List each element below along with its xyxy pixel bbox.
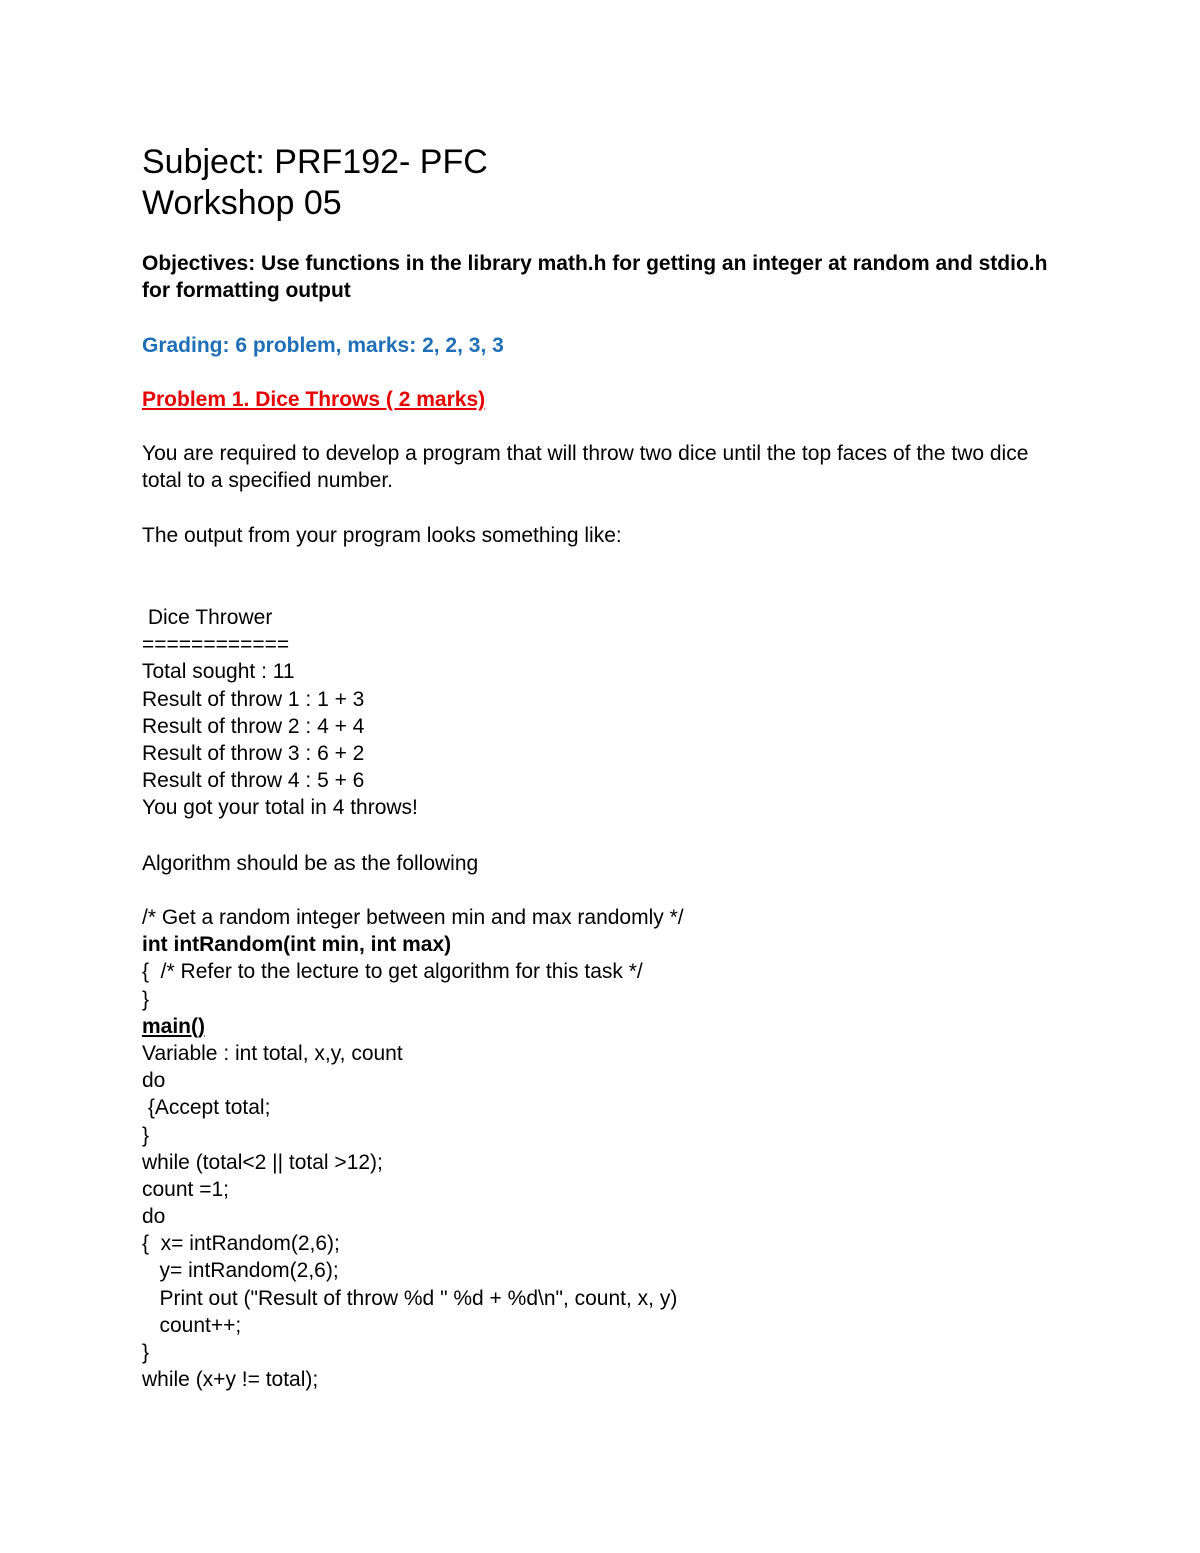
- algorithm-pseudocode: [142, 904, 684, 1393]
- sample-output: [142, 604, 418, 822]
- algorithm-line: }: [142, 1123, 150, 1147]
- sample-output-line: Result of throw 1 : 1 + 3: [142, 687, 365, 711]
- objectives-text: Objectives: Use functions in the library math.h for getting an integer at random and stdio.h for formatting output: [142, 252, 1048, 303]
- algorithm-line: { /* Refer to the lecture to get algorithm for this task */: [142, 960, 643, 984]
- algorithm-line: /* Get a random integer between min and max randomly */: [142, 906, 684, 929]
- workshop-title: Workshop 05: [142, 184, 342, 222]
- sample-output-line: Total sought : 11: [142, 660, 295, 684]
- algorithm-line: Variable : int total, x,y, count: [142, 1041, 403, 1065]
- sample-output-line: Dice Thrower: [142, 606, 273, 629]
- algorithm-line: do: [142, 1069, 166, 1093]
- algorithm-line: main(): [142, 1014, 205, 1038]
- algorithm-line: y= intRandom(2,6);: [142, 1259, 339, 1283]
- algorithm-line: while (total<2 || total >12);: [142, 1150, 383, 1174]
- algorithm-line: }: [142, 987, 150, 1011]
- algorithm-line: count++;: [142, 1313, 242, 1337]
- algorithm-line: int intRandom(int min, int max): [142, 933, 452, 957]
- algorithm-line: do: [142, 1205, 166, 1229]
- problem-1-heading: Problem 1. Dice Throws ( 2 marks): [142, 388, 486, 411]
- sample-output-line: You got your total in 4 throws!: [142, 796, 418, 820]
- algorithm-line: {Accept total;: [142, 1096, 271, 1120]
- sample-output-line: Result of throw 2 : 4 + 4: [142, 714, 365, 738]
- algorithm-line: Print out ("Result of throw %d " %d + %d\n", count, x, y): [142, 1286, 678, 1310]
- grading-text: Grading: 6 problem, marks: 2, 2, 3, 3: [142, 334, 504, 357]
- algorithm-line: while (x+y != total);: [142, 1368, 319, 1392]
- subject-title: Subject: PRF192- PFC: [142, 143, 488, 181]
- algorithm-line: count =1;: [142, 1177, 229, 1201]
- algorithm-line: }: [142, 1341, 150, 1364]
- output-intro-text: The output from your program looks something like:: [142, 524, 622, 547]
- algorithm-intro-text: Algorithm should be as the following: [142, 852, 479, 875]
- problem-description: You are required to develop a program that will throw two dice until the top faces of the two dice total to a specified number.: [142, 442, 1029, 493]
- sample-output-line: ============: [142, 633, 290, 657]
- sample-output-line: Result of throw 4 : 5 + 6: [142, 769, 365, 793]
- algorithm-line: { x= intRandom(2,6);: [142, 1232, 340, 1256]
- sample-output-line: Result of throw 3 : 6 + 2: [142, 741, 365, 765]
